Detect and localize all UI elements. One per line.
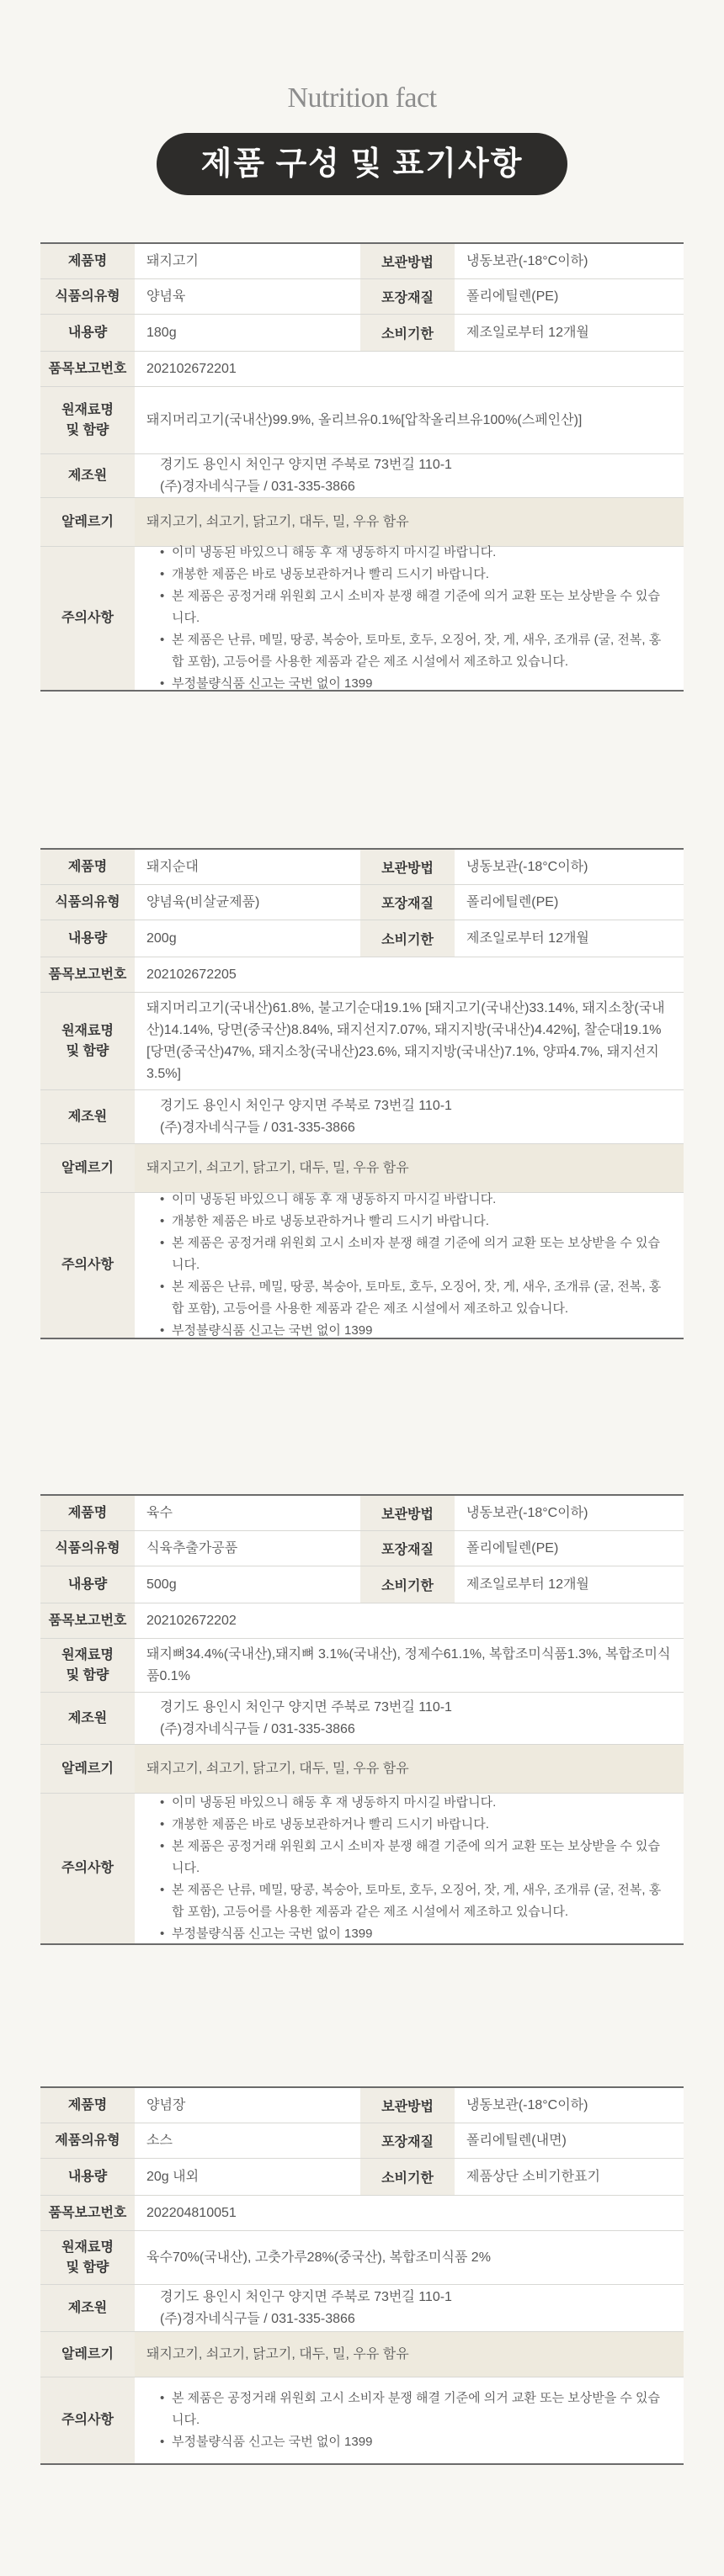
food-type-label: 식품의유형 bbox=[40, 279, 135, 314]
report-no-value: 202204810051 bbox=[135, 2196, 684, 2230]
food-type-label-right: 포장재질 bbox=[360, 885, 455, 920]
product-name-label: 제품명 bbox=[40, 850, 135, 884]
caution-item: • 이미 냉동된 바있으니 해동 후 재 냉동하지 마시길 바랍니다. bbox=[160, 1189, 672, 1211]
food-type-label: 식품의유형 bbox=[40, 885, 135, 920]
product-name-row bbox=[40, 244, 684, 279]
ingredients-row bbox=[40, 1639, 684, 1693]
ingredients-label: 원재료명 및 함량 bbox=[40, 1639, 135, 1692]
report-no-value: 202102672202 bbox=[135, 1603, 684, 1638]
caution-list bbox=[160, 542, 672, 695]
product-info-table bbox=[40, 242, 684, 692]
product-name-label: 제품명 bbox=[40, 1496, 135, 1530]
allergy-value: 돼지고기, 쇠고기, 닭고기, 대두, 밀, 우유 함유 bbox=[135, 2332, 684, 2377]
content-value: 200g bbox=[135, 920, 360, 957]
manufacturer-value: 경기도 용인시 처인구 양지면 주북로 73번길 110-1 (주)경자네식구들 / 031-335-3866 bbox=[135, 1693, 684, 1744]
product-info-table bbox=[40, 848, 684, 1339]
content-value: 20g 내외 bbox=[135, 2159, 360, 2195]
caution-label: 주의사항 bbox=[40, 1193, 135, 1338]
product-name-row bbox=[40, 2088, 684, 2123]
caution-item: • 본 제품은 공정거래 위원회 고시 소비자 분쟁 해결 기준에 의거 교환 또는 보상받을 수 있습니다. bbox=[160, 1232, 672, 1276]
content-row bbox=[40, 1566, 684, 1603]
food-type-label: 식품의유형 bbox=[40, 1531, 135, 1566]
product-name-label-right: 보관방법 bbox=[360, 850, 455, 884]
product-name-value: 돼지고기 bbox=[135, 244, 360, 278]
manufacturer-value: 경기도 용인시 처인구 양지면 주북로 73번길 110-1 (주)경자네식구들 / 031-335-3866 bbox=[135, 2285, 684, 2331]
report-no-row bbox=[40, 352, 684, 387]
food-type-value-right: 폴리에틸렌(PE) bbox=[455, 279, 684, 314]
content-row bbox=[40, 920, 684, 957]
caution-row bbox=[40, 1193, 684, 1338]
content-value-right: 제품상단 소비기한표기 bbox=[455, 2159, 684, 2195]
allergy-value: 돼지고기, 쇠고기, 닭고기, 대두, 밀, 우유 함유 bbox=[135, 1745, 684, 1793]
caution-item: • 부정불량식품 신고는 국번 없이 1399 bbox=[160, 2431, 672, 2453]
ingredients-row bbox=[40, 993, 684, 1090]
report-no-value: 202102672205 bbox=[135, 957, 684, 992]
food-type-row bbox=[40, 1531, 684, 1566]
caution-list bbox=[160, 1792, 672, 1945]
allergy-row bbox=[40, 1144, 684, 1193]
product-info-table bbox=[40, 1494, 684, 1945]
caution-item: • 이미 냉동된 바있으니 해동 후 재 냉동하지 마시길 바랍니다. bbox=[160, 542, 672, 564]
manufacturer-value: 경기도 용인시 처인구 양지면 주북로 73번길 110-1 (주)경자네식구들 / 031-335-3866 bbox=[135, 1090, 684, 1143]
caution-label: 주의사항 bbox=[40, 1794, 135, 1943]
ingredients-row bbox=[40, 387, 684, 454]
caution-item: • 개봉한 제품은 바로 냉동보관하거나 빨리 드시기 바랍니다. bbox=[160, 1211, 672, 1232]
caution-item: • 본 제품은 난류, 메밀, 땅콩, 복숭아, 토마토, 호두, 오징어, 잣, 게, 새우, 조개류 (굴, 전복, 홍합 포함), 고등어를 사용한 제품과 같은 제조 시설에서 제조하고 있습니다. bbox=[160, 1276, 672, 1320]
allergy-value: 돼지고기, 쇠고기, 닭고기, 대두, 밀, 우유 함유 bbox=[135, 498, 684, 546]
caution-item: • 본 제품은 공정거래 위원회 고시 소비자 분쟁 해결 기준에 의거 교환 또는 보상받을 수 있습니다. bbox=[160, 1836, 672, 1879]
food-type-row bbox=[40, 885, 684, 920]
food-type-label-right: 포장재질 bbox=[360, 279, 455, 314]
manufacturer-row bbox=[40, 454, 684, 498]
content-value: 500g bbox=[135, 1566, 360, 1603]
ingredients-value: 돼지머리고기(국내산)61.8%, 불고기순대19.1% [돼지고기(국내산)33.14%, 돼지소창(국내산)14.14%, 당면(중국산)8.84%, 돼지선지7.07%, 돼지지방(국내산)4.42%], 찰순대19.1%[당면(중국산)47%, 돼지소창(국내산)23.6%, 돼지지방(국내산)7.1%, 양파4.7%, 돼지선지3.5%] bbox=[135, 993, 684, 1089]
ingredients-value: 육수70%(국내산), 고춧가루28%(중국산), 복합조미식품 2% bbox=[135, 2231, 684, 2284]
content-value-right: 제조일로부터 12개월 bbox=[455, 920, 684, 957]
caution-label: 주의사항 bbox=[40, 547, 135, 690]
nutrition-fact-subtitle: Nutrition fact bbox=[287, 82, 437, 114]
allergy-label: 알레르기 bbox=[40, 1745, 135, 1793]
food-type-label-right: 포장재질 bbox=[360, 2123, 455, 2158]
food-type-label-right: 포장재질 bbox=[360, 1531, 455, 1566]
report-no-value: 202102672201 bbox=[135, 352, 684, 386]
food-type-value-right: 폴리에틸렌(PE) bbox=[455, 1531, 684, 1566]
content-label-right: 소비기한 bbox=[360, 2159, 455, 2195]
caution-list bbox=[160, 1189, 672, 1342]
caution-item: • 본 제품은 난류, 메밀, 땅콩, 복숭아, 토마토, 호두, 오징어, 잣, 게, 새우, 조개류 (굴, 전복, 홍합 포함), 고등어를 사용한 제품과 같은 제조 시설에서 제조하고 있습니다. bbox=[160, 1879, 672, 1923]
product-name-label: 제품명 bbox=[40, 2088, 135, 2123]
product-name-row bbox=[40, 1496, 684, 1531]
ingredients-row bbox=[40, 2231, 684, 2285]
caution-item: • 본 제품은 공정거래 위원회 고시 소비자 분쟁 해결 기준에 의거 교환 또는 보상받을 수 있습니다. bbox=[160, 2388, 672, 2431]
product-name-value-right: 냉동보관(-18°C이하) bbox=[455, 850, 684, 884]
content-label: 내용량 bbox=[40, 920, 135, 957]
caution-value bbox=[135, 1794, 684, 1943]
manufacturer-label: 제조원 bbox=[40, 1090, 135, 1143]
report-no-label: 품목보고번호 bbox=[40, 957, 135, 992]
caution-list bbox=[160, 2388, 672, 2453]
product-name-label-right: 보관방법 bbox=[360, 1496, 455, 1530]
allergy-row bbox=[40, 498, 684, 547]
content-value-right: 제조일로부터 12개월 bbox=[455, 1566, 684, 1603]
product-name-value-right: 냉동보관(-18°C이하) bbox=[455, 1496, 684, 1530]
allergy-label: 알레르기 bbox=[40, 498, 135, 546]
manufacturer-row bbox=[40, 1090, 684, 1144]
allergy-row bbox=[40, 1745, 684, 1794]
caution-value bbox=[135, 547, 684, 690]
product-name-value: 양념장 bbox=[135, 2088, 360, 2123]
allergy-row bbox=[40, 2332, 684, 2377]
content-row bbox=[40, 315, 684, 352]
product-name-value: 육수 bbox=[135, 1496, 360, 1530]
product-name-row bbox=[40, 850, 684, 885]
caution-item: • 본 제품은 난류, 메밀, 땅콩, 복숭아, 토마토, 호두, 오징어, 잣, 게, 새우, 조개류 (굴, 전복, 홍합 포함), 고등어를 사용한 제품과 같은 제조 시설에서 제조하고 있습니다. bbox=[160, 629, 672, 673]
caution-item: • 개봉한 제품은 바로 냉동보관하거나 빨리 드시기 바랍니다. bbox=[160, 1814, 672, 1836]
page-title-pill: 제품 구성 및 표기사항 bbox=[157, 133, 567, 195]
allergy-label: 알레르기 bbox=[40, 1144, 135, 1192]
ingredients-label: 원재료명 및 함량 bbox=[40, 993, 135, 1089]
ingredients-label: 원재료명 및 함량 bbox=[40, 2231, 135, 2284]
content-label-right: 소비기한 bbox=[360, 1566, 455, 1603]
caution-item: • 부정불량식품 신고는 국번 없이 1399 bbox=[160, 1923, 672, 1945]
product-name-label-right: 보관방법 bbox=[360, 244, 455, 278]
content-row bbox=[40, 2159, 684, 2196]
report-no-row bbox=[40, 957, 684, 993]
report-no-label: 품목보고번호 bbox=[40, 1603, 135, 1638]
manufacturer-value: 경기도 용인시 처인구 양지면 주북로 73번길 110-1 (주)경자네식구들 / 031-335-3866 bbox=[135, 454, 684, 497]
caution-row bbox=[40, 1794, 684, 1943]
product-name-label: 제품명 bbox=[40, 244, 135, 278]
caution-label: 주의사항 bbox=[40, 2377, 135, 2463]
manufacturer-label: 제조원 bbox=[40, 2285, 135, 2331]
food-type-value-right: 폴리에틸렌(PE) bbox=[455, 885, 684, 920]
caution-item: • 부정불량식품 신고는 국번 없이 1399 bbox=[160, 1320, 672, 1342]
manufacturer-row bbox=[40, 2285, 684, 2332]
food-type-value: 식육추출가공품 bbox=[135, 1531, 360, 1566]
manufacturer-row bbox=[40, 1693, 684, 1745]
caution-item: • 이미 냉동된 바있으니 해동 후 재 냉동하지 마시길 바랍니다. bbox=[160, 1792, 672, 1814]
caution-item: • 본 제품은 공정거래 위원회 고시 소비자 분쟁 해결 기준에 의거 교환 또는 보상받을 수 있습니다. bbox=[160, 586, 672, 629]
caution-value bbox=[135, 2377, 684, 2463]
manufacturer-label: 제조원 bbox=[40, 1693, 135, 1744]
report-no-label: 품목보고번호 bbox=[40, 352, 135, 386]
caution-value bbox=[135, 1193, 684, 1338]
product-name-value: 돼지순대 bbox=[135, 850, 360, 884]
food-type-value: 양념육 bbox=[135, 279, 360, 314]
content-label-right: 소비기한 bbox=[360, 315, 455, 351]
content-label: 내용량 bbox=[40, 315, 135, 351]
caution-row bbox=[40, 2377, 684, 2463]
report-no-row bbox=[40, 2196, 684, 2231]
content-value-right: 제조일로부터 12개월 bbox=[455, 315, 684, 351]
food-type-value: 소스 bbox=[135, 2123, 360, 2158]
content-value: 180g bbox=[135, 315, 360, 351]
allergy-label: 알레르기 bbox=[40, 2332, 135, 2377]
allergy-value: 돼지고기, 쇠고기, 닭고기, 대두, 밀, 우유 함유 bbox=[135, 1144, 684, 1192]
food-type-row bbox=[40, 279, 684, 315]
product-name-value-right: 냉동보관(-18°C이하) bbox=[455, 244, 684, 278]
content-label-right: 소비기한 bbox=[360, 920, 455, 957]
food-type-value-right: 폴리에틸렌(내면) bbox=[455, 2123, 684, 2158]
report-no-label: 품목보고번호 bbox=[40, 2196, 135, 2230]
caution-item: • 부정불량식품 신고는 국번 없이 1399 bbox=[160, 673, 672, 695]
ingredients-label: 원재료명 및 함량 bbox=[40, 387, 135, 453]
content-label: 내용량 bbox=[40, 2159, 135, 2195]
product-name-value-right: 냉동보관(-18°C이하) bbox=[455, 2088, 684, 2123]
product-info-table bbox=[40, 2086, 684, 2465]
ingredients-value: 돼지뼈34.4%(국내산),돼지뼈 3.1%(국내산), 정제수61.1%, 복합조미식품1.3%, 복합조미식품0.1% bbox=[135, 1639, 684, 1692]
food-type-row bbox=[40, 2123, 684, 2159]
food-type-value: 양념육(비살균제품) bbox=[135, 885, 360, 920]
food-type-label: 제품의유형 bbox=[40, 2123, 135, 2158]
report-no-row bbox=[40, 1603, 684, 1639]
caution-item: • 개봉한 제품은 바로 냉동보관하거나 빨리 드시기 바랍니다. bbox=[160, 564, 672, 586]
caution-row bbox=[40, 547, 684, 690]
content-label: 내용량 bbox=[40, 1566, 135, 1603]
ingredients-value: 돼지머리고기(국내산)99.9%, 올리브유0.1%[압착올리브유100%(스페인산)] bbox=[135, 387, 684, 453]
manufacturer-label: 제조원 bbox=[40, 454, 135, 497]
product-name-label-right: 보관방법 bbox=[360, 2088, 455, 2123]
